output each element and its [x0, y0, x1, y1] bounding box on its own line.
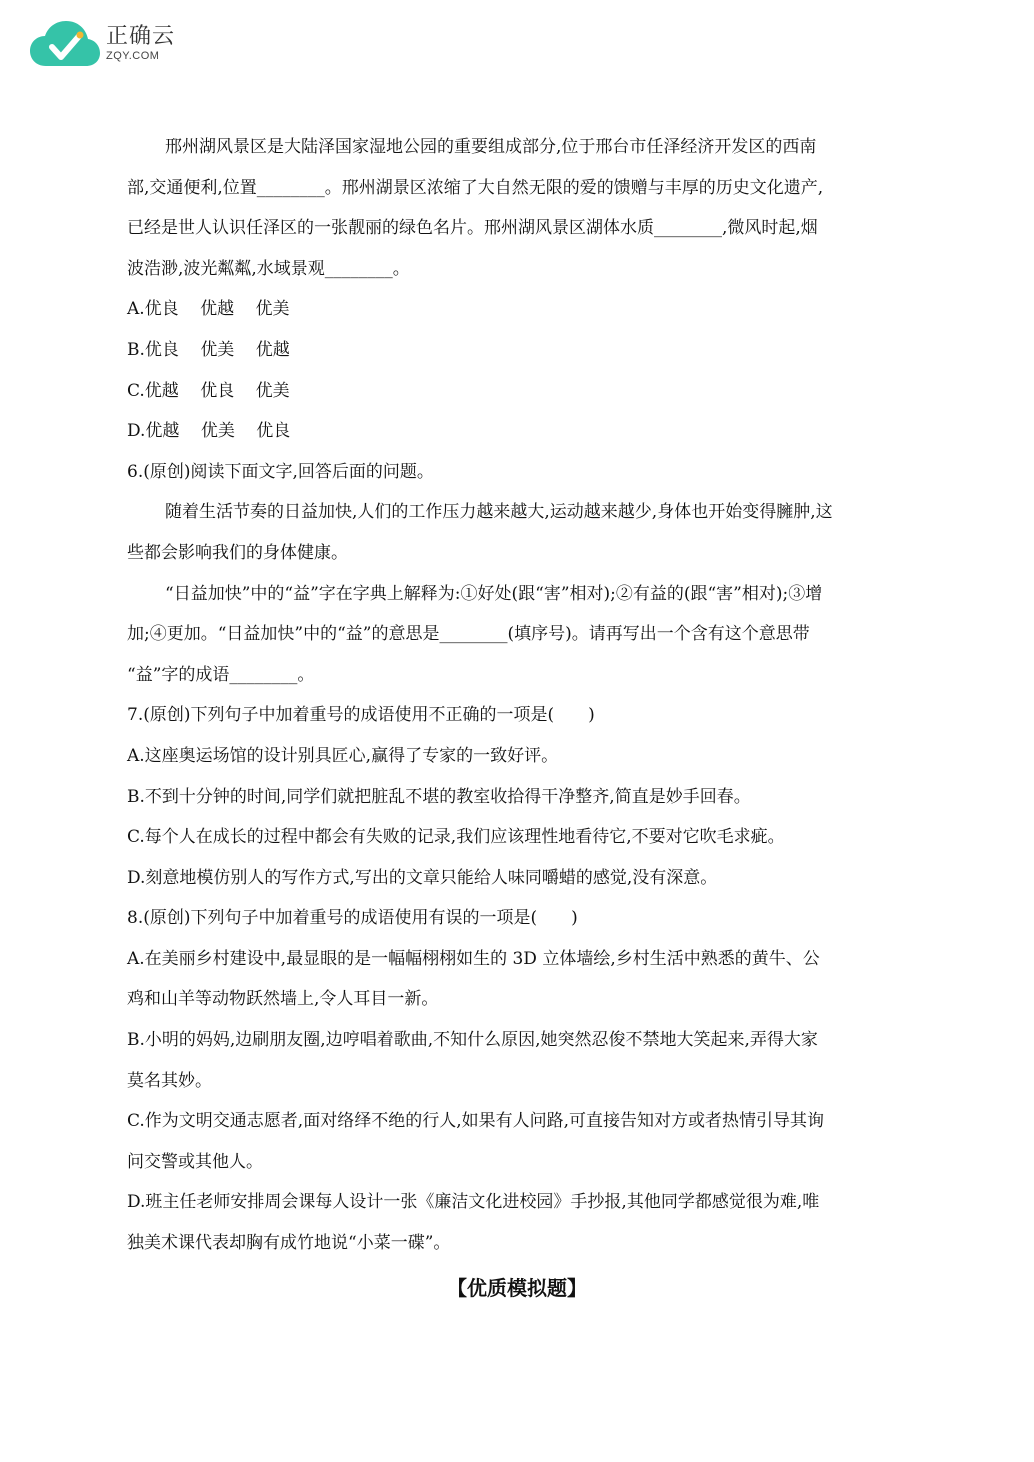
option-b-cont: 莫名其妙。: [127, 1070, 212, 1091]
cloud-check-icon: [30, 20, 100, 68]
passage-line: 部,交通便利,位置________。邢州湖景区浓缩了大自然无限的爱的馈赠与丰厚的历史文化遗产,: [127, 177, 824, 198]
option-d: D.班主任老师安排周会课每人设计一张《廉洁文化进校园》手抄报,其他同学都感觉很为难,唯: [127, 1192, 820, 1213]
passage-line: 些都会影响我们的身体健康。: [127, 542, 348, 563]
option-word: 优良: [256, 421, 291, 442]
option-a: A.这座奥运场馆的设计别具匠心,赢得了专家的一致好评。: [127, 745, 559, 766]
option-c: C.作为文明交通志愿者,面对络绎不绝的行人,如果有人问路,可直接告知对方或者热情引导其询: [127, 1111, 825, 1132]
option-word: 优美: [255, 380, 290, 401]
option-row: [127, 371, 907, 412]
question-stem: 6.(原创)阅读下面文字,回答后面的问题。: [127, 461, 434, 482]
brand-logo: [30, 20, 175, 68]
option-b: B.小明的妈妈,边刷朋友圈,边哼唱着歌曲,不知什么原因,她突然忍俊不禁地大笑起来,弄得大家: [127, 1030, 818, 1051]
option-d: D.刻意地模仿别人的写作方式,写出的文章只能给人味同嚼蜡的感觉,没有深意。: [127, 867, 718, 888]
passage-line: 波浩渺,波光粼粼,水域景观________。: [127, 258, 410, 279]
option-row: [127, 289, 907, 330]
option-word: 优美: [255, 299, 290, 320]
section-heading: 【优质模拟题】: [447, 1276, 587, 1300]
option-label: C.优越: [127, 380, 179, 401]
option-a: A.在美丽乡村建设中,最显眼的是一幅幅栩栩如生的 3D 立体墙绘,乡村生活中熟悉的黄牛、公: [127, 948, 820, 969]
option-label: A.优良: [127, 299, 179, 320]
q5-options: [127, 289, 907, 451]
question-line: “日益加快”中的“益”字在字典上解释为:①好处(跟“害”相对);②有益的(跟“害”相对);③增: [165, 583, 823, 604]
option-label: B.优良: [127, 339, 179, 360]
logo-domain: ZQY.COM: [106, 50, 160, 62]
passage-line: 随着生活节奏的日益加快,人们的工作压力越来越大,运动越来越少,身体也开始变得臃肿,这: [165, 502, 833, 523]
option-row: [127, 330, 907, 371]
option-b: B.不到十分钟的时间,同学们就把脏乱不堪的教室收拾得干净整齐,简直是妙手回春。: [127, 786, 751, 807]
option-label: D.优越: [127, 421, 180, 442]
option-word: 优美: [200, 421, 235, 442]
passage-line: 邢州湖风景区是大陆泽国家湿地公园的重要组成部分,位于邢台市任泽经济开发区的西南: [165, 137, 817, 157]
question-8: [127, 898, 907, 1263]
question-7: [127, 695, 907, 898]
option-d-cont: 独美术课代表却胸有成竹地说“小菜一碟”。: [127, 1233, 451, 1254]
question-line: 加;④更加。“日益加快”中的“益”的意思是________(填序号)。请再写出一个含有这个意思带: [127, 624, 810, 645]
option-a-cont: 鸡和山羊等动物跃然墙上,令人耳目一新。: [127, 989, 439, 1010]
passage-line: 已经是世人认识任泽区的一张靓丽的绿色名片。邢州湖风景区湖体水质________,微风时起,烟: [127, 218, 818, 239]
question-stem: 8.(原创)下列句子中加着重号的成语使用有误的一项是( ): [127, 908, 578, 929]
option-word: 优越: [255, 339, 290, 360]
option-word: 优越: [200, 299, 235, 320]
question-line: “益”字的成语________。: [127, 664, 315, 685]
question-6: [127, 452, 907, 696]
q5-passage: [127, 127, 907, 289]
document-body: [127, 127, 907, 1264]
question-stem: 7.(原创)下列句子中加着重号的成语使用不正确的一项是( ): [127, 705, 595, 726]
option-c: C.每个人在成长的过程中都会有失败的记录,我们应该理性地看待它,不要对它吹毛求疵。: [127, 827, 785, 848]
option-word: 优美: [200, 339, 235, 360]
logo-title: 正确云: [106, 24, 176, 49]
option-c-cont: 问交警或其他人。: [127, 1151, 263, 1172]
option-row: [127, 411, 907, 452]
option-word: 优良: [200, 380, 235, 401]
